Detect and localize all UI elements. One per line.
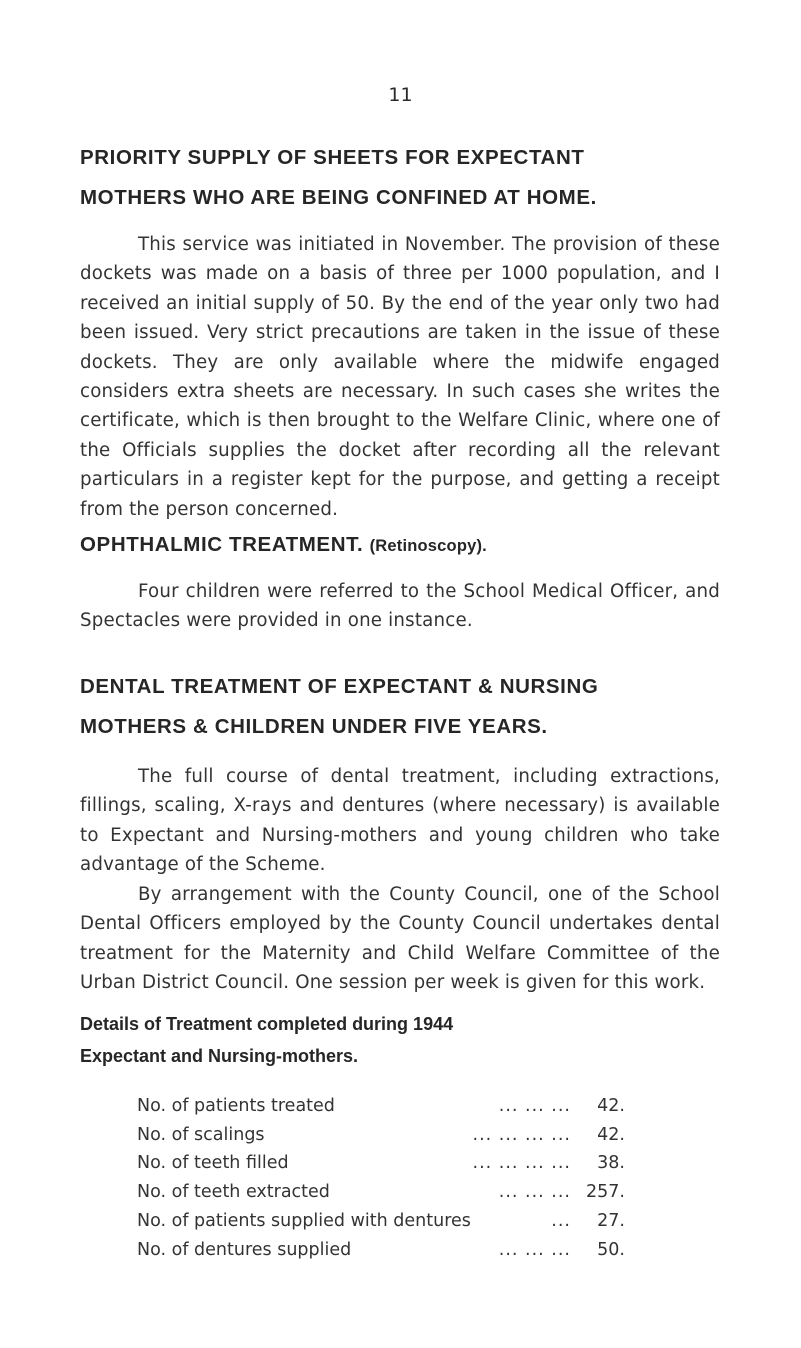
ophthalmic-heading — [80, 525, 720, 566]
ophthalmic-heading-note: (Retinoscopy). — [369, 537, 487, 555]
row-leader: ... ... ... ... — [472, 1153, 571, 1174]
row-value: 257. — [586, 1182, 625, 1203]
row-label: No. of teeth extracted — [137, 1182, 330, 1203]
row-label: No. of dentures supplied — [137, 1239, 352, 1260]
row-leader: ... ... ... — [498, 1182, 571, 1203]
row-leader: ... ... ... — [498, 1096, 571, 1116]
table-row — [137, 1121, 625, 1150]
sheets-heading-line1: PRIORITY SUPPLY OF SHEETS FOR EXPECTANT — [80, 146, 585, 169]
row-value: 50. — [597, 1239, 625, 1260]
dental-paragraph-1: The full course of dental treatment, including extractions, fillings, scaling, X-rays and dentures (where necessary) is available to Expectant and Nursing-mothers and young children who take advantage of the Scheme. — [80, 766, 720, 876]
row-leader: ... — [551, 1210, 571, 1231]
ophthalmic-paragraph: Four children were referred to the School Medical Officer, and Spectacles were provided in one instance. — [80, 581, 720, 632]
row-label: No. of teeth filled — [137, 1153, 289, 1174]
row-value: 42. — [597, 1124, 625, 1145]
dental-heading — [80, 667, 720, 747]
table-row — [137, 1207, 625, 1236]
page-number: 11 — [388, 84, 413, 106]
dental-paragraph-2: By arrangement with the County Council, one of the School Dental Officers employed by the County Council undertakes dental treatment for the Maternity and Child Welfare Committee of the Urban District Council. One session per week is given for this work. — [80, 884, 720, 994]
row-leader: ... ... ... — [498, 1239, 571, 1260]
row-value: 42. — [597, 1096, 625, 1116]
row-label: No. of patients treated — [137, 1096, 335, 1116]
row-value: 38. — [597, 1153, 625, 1174]
dental-heading-line2: MOTHERS & CHILDREN UNDER FIVE YEARS. — [80, 715, 548, 738]
row-leader: ... ... ... ... — [472, 1124, 571, 1145]
details-title: Details of Treatment completed during 1944 — [80, 1014, 454, 1034]
table-row — [137, 1149, 625, 1178]
dental-heading-line1: DENTAL TREATMENT OF EXPECTANT & NURSING — [80, 675, 599, 698]
row-label: No. of scalings — [137, 1124, 265, 1145]
treatment-table — [137, 1092, 625, 1264]
table-row — [137, 1092, 625, 1121]
sheets-heading — [80, 138, 720, 218]
row-value: 27. — [597, 1210, 625, 1231]
table-row — [137, 1236, 625, 1265]
sheets-paragraph: This service was initiated in November. The provision of these dockets was made on a basis of three per 1000 population, and I received an initial supply of 50. By the end of the year only two had been issued. Very strict precautions are taken in the issue of these dockets. They are only available where the midwife engaged considers extra sheets are necessary. In such cases she writes the certificate, which is then brought to the Welfare Clinic, where one of the Officials supplies the docket after recording all the relevant particulars in a register kept for the purpose, and getting a receipt from the person concerned. — [80, 234, 720, 520]
sheets-heading-line2: MOTHERS WHO ARE BEING CONFINED AT HOME. — [80, 186, 597, 209]
table-row — [137, 1178, 625, 1207]
details-subtitle: Expectant and Nursing-mothers. — [80, 1046, 359, 1066]
row-label: No. of patients supplied with dentures — [137, 1210, 471, 1231]
ophthalmic-heading-text: OPHTHALMIC TREATMENT. — [80, 533, 364, 556]
